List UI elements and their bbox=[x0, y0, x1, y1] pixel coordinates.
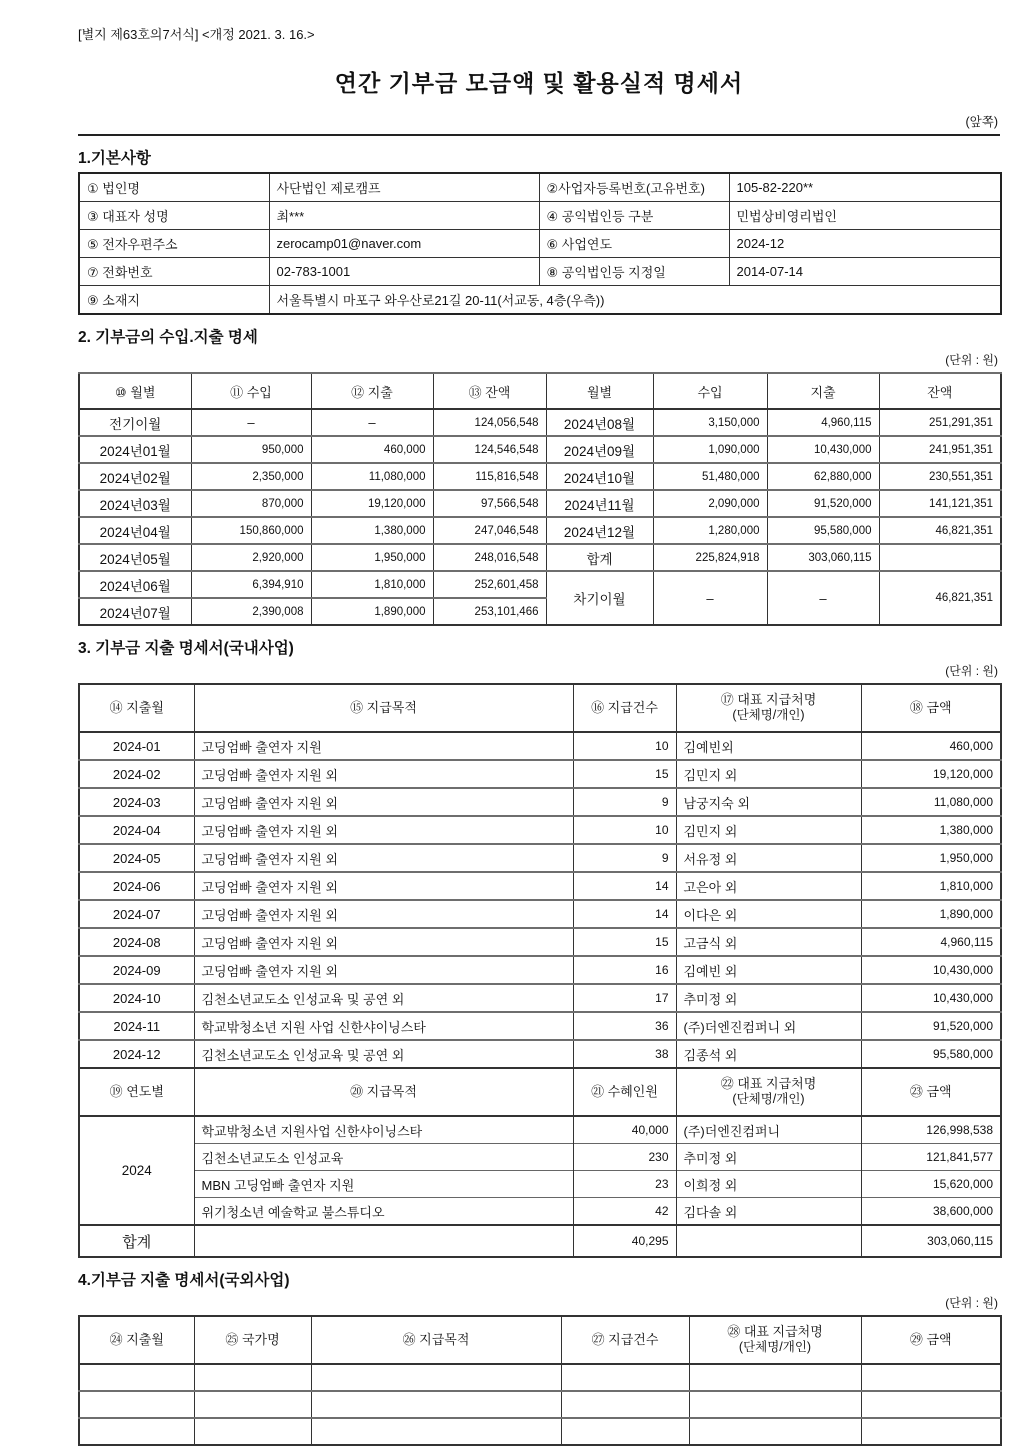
expense-cell: 10,430,000 bbox=[767, 436, 879, 463]
table-row bbox=[79, 409, 1001, 436]
empty-cell bbox=[689, 1418, 861, 1445]
income-cell: 870,000 bbox=[191, 490, 311, 517]
table-row bbox=[79, 872, 1001, 900]
amount-cell: 126,998,538 bbox=[861, 1116, 1001, 1144]
count-cell: 14 bbox=[573, 872, 676, 900]
expense-cell: 19,120,000 bbox=[311, 490, 433, 517]
expense-cell: – bbox=[311, 409, 433, 436]
payee-cell: 김민지 외 bbox=[676, 760, 861, 788]
column-header-main: ㉘ 대표 지급처명 bbox=[727, 1324, 823, 1340]
empty-cell bbox=[861, 1364, 1001, 1391]
balance-cell: 248,016,548 bbox=[433, 544, 546, 571]
expense-cell: 95,580,000 bbox=[767, 517, 879, 544]
amount-cell: 460,000 bbox=[861, 732, 1001, 760]
field-value: 2014-07-14 bbox=[729, 258, 1001, 286]
table-row bbox=[79, 517, 1001, 544]
section3-heading: 3. 기부금 지출 명세서(국내사업) bbox=[78, 640, 294, 657]
count-cell: 10 bbox=[573, 816, 676, 844]
purpose-cell: 학교밖청소년 지원사업 신한샤이닝스타 bbox=[194, 1116, 573, 1144]
column-header: ⑫ 지출 bbox=[311, 373, 433, 409]
month-cell: 2024-04 bbox=[79, 816, 194, 844]
table-row bbox=[79, 1012, 1001, 1040]
month-cell: 2024년07월 bbox=[79, 598, 191, 625]
income-cell: 1,280,000 bbox=[653, 517, 767, 544]
empty-cell bbox=[311, 1364, 561, 1391]
table-row bbox=[79, 816, 1001, 844]
amount-cell: 121,841,577 bbox=[861, 1144, 1001, 1171]
beneficiary-count-cell: 40,000 bbox=[573, 1116, 676, 1144]
field-label: ⑤ 전자우편주소 bbox=[79, 230, 269, 258]
balance-cell: 115,816,548 bbox=[433, 463, 546, 490]
income-cell: 3,150,000 bbox=[653, 409, 767, 436]
amount-cell: 10,430,000 bbox=[861, 984, 1001, 1012]
count-cell: 14 bbox=[573, 900, 676, 928]
table-header-row bbox=[79, 1068, 1001, 1116]
table-header-row bbox=[79, 1316, 1001, 1364]
table-row bbox=[79, 928, 1001, 956]
column-header: 월별 bbox=[546, 373, 653, 409]
income-cell: 2,390,008 bbox=[191, 598, 311, 625]
column-header-sub: (단체명/개인) bbox=[732, 708, 805, 723]
purpose-cell: 김천소년교도소 인성교육 및 공연 외 bbox=[194, 984, 573, 1012]
income-cell: 2,350,000 bbox=[191, 463, 311, 490]
amount-cell: 1,810,000 bbox=[861, 872, 1001, 900]
column-header: ⑪ 수입 bbox=[191, 373, 311, 409]
month-cell: 2024-05 bbox=[79, 844, 194, 872]
table-row bbox=[79, 984, 1001, 1012]
balance-cell: 97,566,548 bbox=[433, 490, 546, 517]
income-cell: – bbox=[191, 409, 311, 436]
empty-cell bbox=[79, 1418, 194, 1445]
empty-cell bbox=[676, 1225, 861, 1257]
field-label: ④ 공익법인등 구분 bbox=[539, 202, 729, 230]
expense-cell: 303,060,115 bbox=[767, 544, 879, 571]
amount-cell: 19,120,000 bbox=[861, 760, 1001, 788]
column-header-sub: (단체명/개인) bbox=[738, 1340, 812, 1355]
field-label: ②사업자등록번호(고유번호) bbox=[539, 173, 729, 202]
month-cell: 2024년02월 bbox=[79, 463, 191, 490]
month-cell: 2024년11월 bbox=[546, 490, 653, 517]
column-header: ⑭ 지출월 bbox=[79, 684, 194, 732]
income-cell: 1,090,000 bbox=[653, 436, 767, 463]
income-cell: 6,394,910 bbox=[191, 571, 311, 598]
payee-cell: 남궁지숙 외 bbox=[676, 788, 861, 816]
front-side-label: (앞쪽) bbox=[965, 115, 998, 129]
amount-cell: 1,890,000 bbox=[861, 900, 1001, 928]
expense-cell: 91,520,000 bbox=[767, 490, 879, 517]
amount-cell: 10,430,000 bbox=[861, 956, 1001, 984]
empty-cell bbox=[311, 1391, 561, 1418]
beneficiary-count-cell: 42 bbox=[573, 1198, 676, 1226]
empty-cell bbox=[561, 1364, 689, 1391]
form-note: [별지 제63호의7서식] <개정 2021. 3. 16.> bbox=[78, 27, 315, 42]
table-row bbox=[79, 760, 1001, 788]
purpose-cell: 고딩엄빠 출연자 지원 외 bbox=[194, 956, 573, 984]
payee-cell: 이다은 외 bbox=[676, 900, 861, 928]
empty-cell bbox=[561, 1418, 689, 1445]
field-value: 02-783-1001 bbox=[269, 258, 539, 286]
month-cell: 2024년06월 bbox=[79, 571, 191, 598]
column-header bbox=[676, 684, 861, 732]
empty-cell bbox=[194, 1364, 311, 1391]
balance-cell: 247,046,548 bbox=[433, 517, 546, 544]
column-header: ⑮ 지급목적 bbox=[194, 684, 573, 732]
income-cell: – bbox=[653, 571, 767, 625]
purpose-cell: MBN 고딩엄빠 출연자 지원 bbox=[194, 1171, 573, 1198]
month-cell: 2024년04월 bbox=[79, 517, 191, 544]
purpose-cell: 고딩엄빠 출연자 지원 외 bbox=[194, 928, 573, 956]
column-header: ⑩ 월별 bbox=[79, 373, 191, 409]
total-label-cell: 합계 bbox=[546, 544, 653, 571]
month-cell: 2024-10 bbox=[79, 984, 194, 1012]
section1-heading: 1.기본사항 bbox=[78, 150, 151, 167]
count-cell: 38 bbox=[573, 1040, 676, 1068]
table-row bbox=[79, 956, 1001, 984]
beneficiary-count-cell: 40,295 bbox=[573, 1225, 676, 1257]
expense-cell: 460,000 bbox=[311, 436, 433, 463]
purpose-cell: 고딩엄빠 출연자 지원 외 bbox=[194, 788, 573, 816]
divider bbox=[78, 134, 1000, 136]
table-row bbox=[79, 1364, 1001, 1391]
column-header: ⑬ 잔액 bbox=[433, 373, 546, 409]
column-header: ㉗ 지급건수 bbox=[561, 1316, 689, 1364]
count-cell: 15 bbox=[573, 760, 676, 788]
table-row bbox=[79, 258, 1001, 286]
table-row bbox=[79, 463, 1001, 490]
month-cell: 2024-03 bbox=[79, 788, 194, 816]
purpose-cell: 고딩엄빠 출연자 지원 bbox=[194, 732, 573, 760]
column-header-main: ⑰ 대표 지급처명 bbox=[720, 692, 817, 708]
amount-cell: 38,600,000 bbox=[861, 1198, 1001, 1226]
table-row bbox=[79, 844, 1001, 872]
column-header: ⑯ 지급건수 bbox=[573, 684, 676, 732]
empty-cell bbox=[861, 1418, 1001, 1445]
field-value: 사단법인 제로캠프 bbox=[269, 173, 539, 202]
table-row bbox=[79, 436, 1001, 463]
balance-cell: 46,821,351 bbox=[879, 517, 1001, 544]
year-cell: 2024 bbox=[79, 1116, 194, 1225]
empty-cell bbox=[194, 1391, 311, 1418]
payee-cell: 추미정 외 bbox=[676, 1144, 861, 1171]
amount-cell: 303,060,115 bbox=[861, 1225, 1001, 1257]
payee-cell: 고은아 외 bbox=[676, 872, 861, 900]
income-cell: 950,000 bbox=[191, 436, 311, 463]
column-header bbox=[676, 1068, 861, 1116]
payee-cell: 김다솔 외 bbox=[676, 1198, 861, 1226]
purpose-cell: 고딩엄빠 출연자 지원 외 bbox=[194, 844, 573, 872]
empty-cell bbox=[79, 1364, 194, 1391]
month-cell: 2024년08월 bbox=[546, 409, 653, 436]
unit-label: (단위 : 원) bbox=[945, 1296, 998, 1310]
table-row bbox=[79, 1198, 1001, 1226]
month-cell: 2024년05월 bbox=[79, 544, 191, 571]
balance-cell: 252,601,458 bbox=[433, 571, 546, 598]
payee-cell: (주)더엔진컴퍼니 bbox=[676, 1116, 861, 1144]
expense-cell: 1,380,000 bbox=[311, 517, 433, 544]
empty-cell bbox=[79, 1391, 194, 1418]
empty-cell bbox=[689, 1364, 861, 1391]
expense-cell: 11,080,000 bbox=[311, 463, 433, 490]
count-cell: 10 bbox=[573, 732, 676, 760]
column-header: ⑳ 지급목적 bbox=[194, 1068, 573, 1116]
payee-cell: 김예빈 외 bbox=[676, 956, 861, 984]
purpose-cell: 고딩엄빠 출연자 지원 외 bbox=[194, 816, 573, 844]
column-header bbox=[689, 1316, 861, 1364]
field-value: zerocamp01@naver.com bbox=[269, 230, 539, 258]
table-row bbox=[79, 732, 1001, 760]
payee-cell: 이희정 외 bbox=[676, 1171, 861, 1198]
table-row bbox=[79, 1171, 1001, 1198]
month-cell: 2024-06 bbox=[79, 872, 194, 900]
table-row bbox=[79, 173, 1001, 202]
field-label: ⑥ 사업연도 bbox=[539, 230, 729, 258]
expense-cell: 4,960,115 bbox=[767, 409, 879, 436]
balance-cell: 241,951,351 bbox=[879, 436, 1001, 463]
empty-cell bbox=[194, 1225, 573, 1257]
payee-cell: 김민지 외 bbox=[676, 816, 861, 844]
balance-cell: 230,551,351 bbox=[879, 463, 1001, 490]
expense-cell: 1,950,000 bbox=[311, 544, 433, 571]
month-cell: 2024-02 bbox=[79, 760, 194, 788]
column-header-sub: (단체명/개인) bbox=[732, 1092, 805, 1107]
overseas-expense-table bbox=[78, 1315, 1002, 1446]
column-header: ㉕ 국가명 bbox=[194, 1316, 311, 1364]
payee-cell: 김종석 외 bbox=[676, 1040, 861, 1068]
balance-cell: 124,056,548 bbox=[433, 409, 546, 436]
purpose-cell: 김천소년교도소 인성교육 bbox=[194, 1144, 573, 1171]
table-row bbox=[79, 1391, 1001, 1418]
purpose-cell: 고딩엄빠 출연자 지원 외 bbox=[194, 900, 573, 928]
payee-cell: (주)더엔진컴퍼니 외 bbox=[676, 1012, 861, 1040]
count-cell: 17 bbox=[573, 984, 676, 1012]
income-cell: 225,824,918 bbox=[653, 544, 767, 571]
field-value: 최*** bbox=[269, 202, 539, 230]
empty-cell bbox=[861, 1391, 1001, 1418]
month-cell: 2024년09월 bbox=[546, 436, 653, 463]
table-row bbox=[79, 1040, 1001, 1068]
month-cell: 2024-09 bbox=[79, 956, 194, 984]
count-cell: 9 bbox=[573, 788, 676, 816]
month-cell: 2024-08 bbox=[79, 928, 194, 956]
payee-cell: 고금식 외 bbox=[676, 928, 861, 956]
month-cell: 전기이월 bbox=[79, 409, 191, 436]
purpose-cell: 학교밖청소년 지원 사업 신한샤이닝스타 bbox=[194, 1012, 573, 1040]
field-label: ⑨ 소재지 bbox=[79, 286, 269, 315]
expense-cell: 1,810,000 bbox=[311, 571, 433, 598]
payee-cell: 서유정 외 bbox=[676, 844, 861, 872]
count-cell: 16 bbox=[573, 956, 676, 984]
column-header: ㉓ 금액 bbox=[861, 1068, 1001, 1116]
empty-cell bbox=[194, 1418, 311, 1445]
month-cell: 2024-11 bbox=[79, 1012, 194, 1040]
payee-cell: 김예빈외 bbox=[676, 732, 861, 760]
total-label-cell: 합계 bbox=[79, 1225, 194, 1257]
column-header: ㉔ 지출월 bbox=[79, 1316, 194, 1364]
table-row bbox=[79, 490, 1001, 517]
amount-cell: 95,580,000 bbox=[861, 1040, 1001, 1068]
month-cell: 2024년10월 bbox=[546, 463, 653, 490]
table-row bbox=[79, 286, 1001, 315]
empty-cell bbox=[879, 544, 1001, 571]
carryover-label-cell: 차기이월 bbox=[546, 571, 653, 625]
field-value: 민법상비영리법인 bbox=[729, 202, 1001, 230]
section4-heading: 4.기부금 지출 명세서(국외사업) bbox=[78, 1272, 290, 1289]
total-row bbox=[79, 1225, 1001, 1257]
empty-cell bbox=[689, 1391, 861, 1418]
amount-cell: 11,080,000 bbox=[861, 788, 1001, 816]
table-row bbox=[79, 202, 1001, 230]
basic-info-table bbox=[78, 172, 1002, 315]
month-cell: 2024년01월 bbox=[79, 436, 191, 463]
empty-cell bbox=[311, 1418, 561, 1445]
balance-cell: 253,101,466 bbox=[433, 598, 546, 625]
field-label: ③ 대표자 성명 bbox=[79, 202, 269, 230]
purpose-cell: 위기청소년 예술학교 불스튜디오 bbox=[194, 1198, 573, 1226]
column-header: ⑲ 연도별 bbox=[79, 1068, 194, 1116]
table-row bbox=[79, 544, 1001, 571]
month-cell: 2024-01 bbox=[79, 732, 194, 760]
table-header-row bbox=[79, 373, 1001, 409]
purpose-cell: 고딩엄빠 출연자 지원 외 bbox=[194, 760, 573, 788]
table-header-row bbox=[79, 684, 1001, 732]
table-row bbox=[79, 1116, 1001, 1144]
beneficiary-count-cell: 23 bbox=[573, 1171, 676, 1198]
payee-cell: 추미정 외 bbox=[676, 984, 861, 1012]
monthly-income-expense-table bbox=[78, 372, 1002, 626]
field-label: ⑧ 공익법인등 지정일 bbox=[539, 258, 729, 286]
column-header: ㉙ 금액 bbox=[861, 1316, 1001, 1364]
section2-heading: 2. 기부금의 수입.지출 명세 bbox=[78, 329, 258, 346]
month-cell: 2024년03월 bbox=[79, 490, 191, 517]
income-cell: 2,920,000 bbox=[191, 544, 311, 571]
month-cell: 2024년12월 bbox=[546, 517, 653, 544]
field-value: 105-82-220** bbox=[729, 173, 1001, 202]
month-cell: 2024-07 bbox=[79, 900, 194, 928]
page-title: 연간 기부금 모금액 및 활용실적 명세서 bbox=[334, 70, 744, 96]
income-cell: 150,860,000 bbox=[191, 517, 311, 544]
field-label: ⑦ 전화번호 bbox=[79, 258, 269, 286]
balance-cell: 141,121,351 bbox=[879, 490, 1001, 517]
column-header: 지출 bbox=[767, 373, 879, 409]
column-header: 수입 bbox=[653, 373, 767, 409]
field-label: ① 법인명 bbox=[79, 173, 269, 202]
domestic-expense-table bbox=[78, 683, 1002, 1258]
column-header: ⑱ 금액 bbox=[861, 684, 1001, 732]
expense-cell: 62,880,000 bbox=[767, 463, 879, 490]
balance-cell: 124,546,548 bbox=[433, 436, 546, 463]
column-header: ㉖ 지급목적 bbox=[311, 1316, 561, 1364]
table-row bbox=[79, 230, 1001, 258]
balance-cell: 46,821,351 bbox=[879, 571, 1001, 625]
income-cell: 51,480,000 bbox=[653, 463, 767, 490]
table-row bbox=[79, 900, 1001, 928]
balance-cell: 251,291,351 bbox=[879, 409, 1001, 436]
count-cell: 15 bbox=[573, 928, 676, 956]
field-value: 서울특별시 마포구 와우산로21길 20-11(서교동, 4층(우측)) bbox=[269, 286, 1001, 315]
field-value: 2024-12 bbox=[729, 230, 1001, 258]
beneficiary-count-cell: 230 bbox=[573, 1144, 676, 1171]
expense-cell: 1,890,000 bbox=[311, 598, 433, 625]
income-cell: 2,090,000 bbox=[653, 490, 767, 517]
count-cell: 36 bbox=[573, 1012, 676, 1040]
empty-cell bbox=[561, 1391, 689, 1418]
purpose-cell: 김천소년교도소 인성교육 및 공연 외 bbox=[194, 1040, 573, 1068]
table-row bbox=[79, 571, 1001, 598]
amount-cell: 1,380,000 bbox=[861, 816, 1001, 844]
column-header: 잔액 bbox=[879, 373, 1001, 409]
amount-cell: 1,950,000 bbox=[861, 844, 1001, 872]
count-cell: 9 bbox=[573, 844, 676, 872]
unit-label: (단위 : 원) bbox=[945, 353, 998, 367]
month-cell: 2024-12 bbox=[79, 1040, 194, 1068]
column-header: ㉑ 수혜인원 bbox=[573, 1068, 676, 1116]
amount-cell: 4,960,115 bbox=[861, 928, 1001, 956]
column-header-main: ㉒ 대표 지급처명 bbox=[720, 1076, 817, 1092]
purpose-cell: 고딩엄빠 출연자 지원 외 bbox=[194, 872, 573, 900]
table-row bbox=[79, 1144, 1001, 1171]
table-row bbox=[79, 788, 1001, 816]
expense-cell: – bbox=[767, 571, 879, 625]
unit-label: (단위 : 원) bbox=[945, 664, 998, 678]
amount-cell: 15,620,000 bbox=[861, 1171, 1001, 1198]
amount-cell: 91,520,000 bbox=[861, 1012, 1001, 1040]
table-row bbox=[79, 1418, 1001, 1445]
